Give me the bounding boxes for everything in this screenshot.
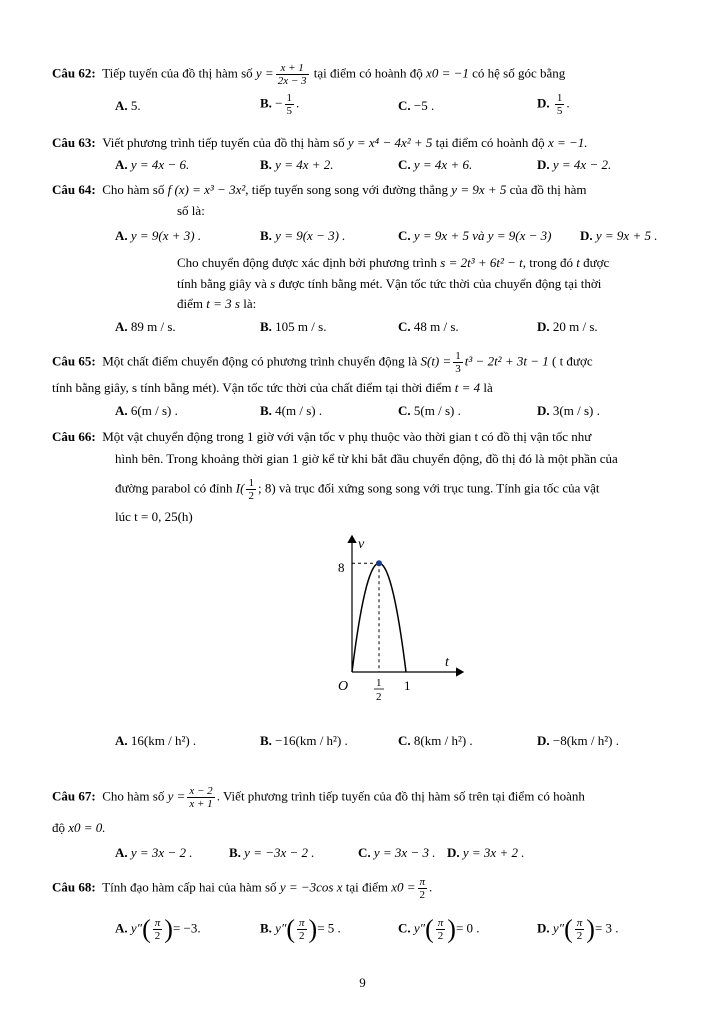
page-number: 9: [359, 975, 366, 990]
math-expr: y =: [255, 65, 274, 81]
question-text: Cho hàm số: [102, 182, 165, 197]
question-62: [52, 62, 565, 87]
option-c[interactable]: C. y = 9x + 5 và y = 9(x − 3): [398, 228, 552, 243]
question-label: Câu 63:: [52, 135, 96, 150]
denominator: x + 1: [189, 798, 213, 810]
option-a[interactable]: A. y = 9(x + 3) .: [115, 228, 202, 243]
sub-question: tính bằng giây và s được tính bằng mét. Vận tốc tức thời của chuyển động tại thời: [177, 276, 602, 291]
tick-label-half-den: 2: [376, 691, 382, 703]
question-text: tại điểm có hoành độ: [313, 65, 423, 81]
math-expr: x = −1.: [547, 135, 588, 150]
fraction: [418, 876, 428, 901]
numerator: x − 2: [189, 785, 213, 797]
question-63: [52, 135, 588, 151]
option-c[interactable]: C. −5 .: [398, 98, 435, 113]
fraction: [276, 62, 309, 87]
option-b[interactable]: B. y = 9(x − 3) .: [260, 228, 346, 243]
denominator: 3: [455, 363, 461, 375]
question-text: Tính đạo hàm cấp hai của hàm số: [102, 879, 277, 895]
math-expr: y = x⁴ − 4x² + 5: [347, 135, 433, 150]
option-b[interactable]: B. 4(m / s) .: [260, 403, 323, 418]
question-label: Câu 64:: [52, 182, 96, 197]
option-b[interactable]: B. − $\frac{1}{5}$ .: [260, 92, 300, 117]
option-d[interactable]: D. y = 4x − 2.: [537, 157, 612, 172]
sub-question: điểm t = 3 s là:: [177, 296, 257, 311]
y-axis-label: v: [358, 537, 365, 552]
option-a[interactable]: A. 6(m / s) .: [115, 403, 178, 418]
option-c[interactable]: C. 48 m / s.: [398, 319, 459, 334]
question-text: Tiếp tuyến của đồ thị hàm số: [102, 65, 253, 81]
math-expr: y =: [167, 788, 186, 804]
question-label: Câu 66:: [52, 429, 96, 444]
question-text: Cho hàm số: [102, 788, 165, 804]
option-c[interactable]: C. y = 3x − 3 .: [358, 845, 436, 860]
question-text: độ x0 = 0.: [52, 820, 106, 835]
question-text: ( t được: [551, 353, 593, 369]
math-expr: y = 9x + 5: [451, 182, 507, 197]
question-label: Câu 67:: [52, 788, 96, 804]
numerator: π: [419, 876, 426, 888]
tick-label-half-num: 1: [376, 677, 382, 689]
punctuation: .: [429, 879, 433, 895]
math-expr: y = −3cos x: [279, 879, 343, 895]
option-b[interactable]: B. y = −3x − 2 .: [229, 845, 315, 860]
velocity-graph: [318, 530, 468, 710]
option-c[interactable]: C. y = 4x + 6.: [398, 157, 473, 172]
question-text: , tiếp tuyến song song với đường thẳng: [245, 182, 449, 197]
question-text: tại điểm: [345, 879, 388, 895]
question-67: [52, 785, 585, 810]
option-d[interactable]: D. 3(m / s) .: [537, 403, 600, 418]
option-b[interactable]: B. 105 m / s.: [260, 319, 327, 334]
option-a[interactable]: A. y″( $\frac{\pi}{2}$ )= −3.: [115, 914, 201, 944]
denominator: 2x − 3: [277, 75, 307, 87]
fraction: [453, 350, 463, 375]
option-a[interactable]: A. y = 4x − 6.: [115, 157, 190, 172]
option-d[interactable]: D. y = 3x + 2 .: [447, 845, 525, 860]
question-text: Viết phương trình tiếp tuyến của đồ thị hàm số: [102, 135, 345, 150]
option-b[interactable]: B. −16(km / h²) .: [260, 733, 348, 748]
question-text: lúc t = 0, 25(h): [115, 509, 193, 524]
numerator: x + 1: [276, 62, 309, 75]
vertex-point: [376, 560, 382, 566]
question-text: đường parabol có đỉnh I( $\frac{1}{2}$ ; 8) và trục đối xứng song song với trục tung. Tính gia tốc của vật: [115, 477, 600, 502]
question-label: Câu 65:: [52, 353, 96, 369]
math-expr: x0 = −1: [426, 65, 469, 81]
origin-label: O: [338, 679, 349, 694]
option-c[interactable]: C. 5(m / s) .: [398, 403, 461, 418]
question-text: của đồ thị hàm: [509, 182, 587, 197]
option-d[interactable]: D. y = 9x + 5 .: [580, 228, 658, 243]
x-axis-label: t: [445, 655, 449, 670]
option-d[interactable]: D. 20 m / s.: [537, 319, 598, 334]
option-b[interactable]: B. y″( $\frac{\pi}{2}$ )= 5 .: [260, 914, 341, 944]
question-text: . Viết phương trình tiếp tuyến của đồ thị hàm số trên tại điểm có hoành: [216, 788, 585, 804]
question-68: [52, 876, 432, 901]
numerator: 1: [455, 350, 461, 362]
option-c[interactable]: C. y″( $\frac{\pi}{2}$ )= 0 .: [398, 914, 480, 944]
fraction: [187, 785, 214, 810]
tick-label-8: 8: [338, 560, 345, 575]
question-text: hình bên. Trong khoảng thời gian 1 giờ kể từ khi bắt đầu chuyển động, đồ thị đó là một phần của: [115, 451, 618, 466]
math-expr: x0 =: [391, 879, 416, 895]
math-expr: f (x) = x³ − 3x²: [167, 182, 246, 197]
option-d[interactable]: D. y″( $\frac{\pi}{2}$ )= 3 .: [537, 914, 619, 944]
question-text: tại điểm có hoành độ: [435, 135, 545, 150]
option-a[interactable]: A. y = 3x − 2 .: [115, 845, 193, 860]
question-65: [52, 350, 593, 375]
question-64: [52, 182, 587, 198]
question-text: số là:: [177, 203, 205, 218]
question-label: Câu 68:: [52, 879, 96, 895]
option-d[interactable]: D. −8(km / h²) .: [537, 733, 620, 748]
math-expr: S(t) =: [420, 353, 452, 369]
tick-label-1: 1: [404, 678, 411, 693]
sub-question: Cho chuyển động được xác định bởi phương trình s = 2t³ + 6t² − t, trong đó t được: [177, 255, 610, 270]
option-d[interactable]: D. $\frac{1}{5}$ .: [537, 92, 570, 117]
option-a[interactable]: A. 89 m / s.: [115, 319, 176, 334]
question-text: Một vật chuyển động trong 1 giờ với vận tốc v phụ thuộc vào thời gian t có đồ thị vận tốc như: [102, 429, 592, 444]
math-expr: t³ − 2t² + 3t − 1: [464, 353, 549, 369]
question-66: [52, 429, 591, 445]
denominator: 2: [419, 889, 426, 901]
question-text: Một chất điểm chuyển động có phương trình chuyển động là: [102, 353, 418, 369]
option-a[interactable]: A. 5.: [115, 98, 141, 113]
option-a[interactable]: A. 16(km / h²) .: [115, 733, 197, 748]
option-b[interactable]: B. y = 4x + 2.: [260, 157, 334, 172]
option-c[interactable]: C. 8(km / h²) .: [398, 733, 473, 748]
question-text: tính bằng giây, s tính bằng mét). Vận tốc tức thời của chất điểm tại thời điểm t = 4 là: [52, 380, 493, 395]
question-text: có hệ số góc bằng: [472, 65, 566, 81]
question-label: Câu 62:: [52, 65, 96, 81]
